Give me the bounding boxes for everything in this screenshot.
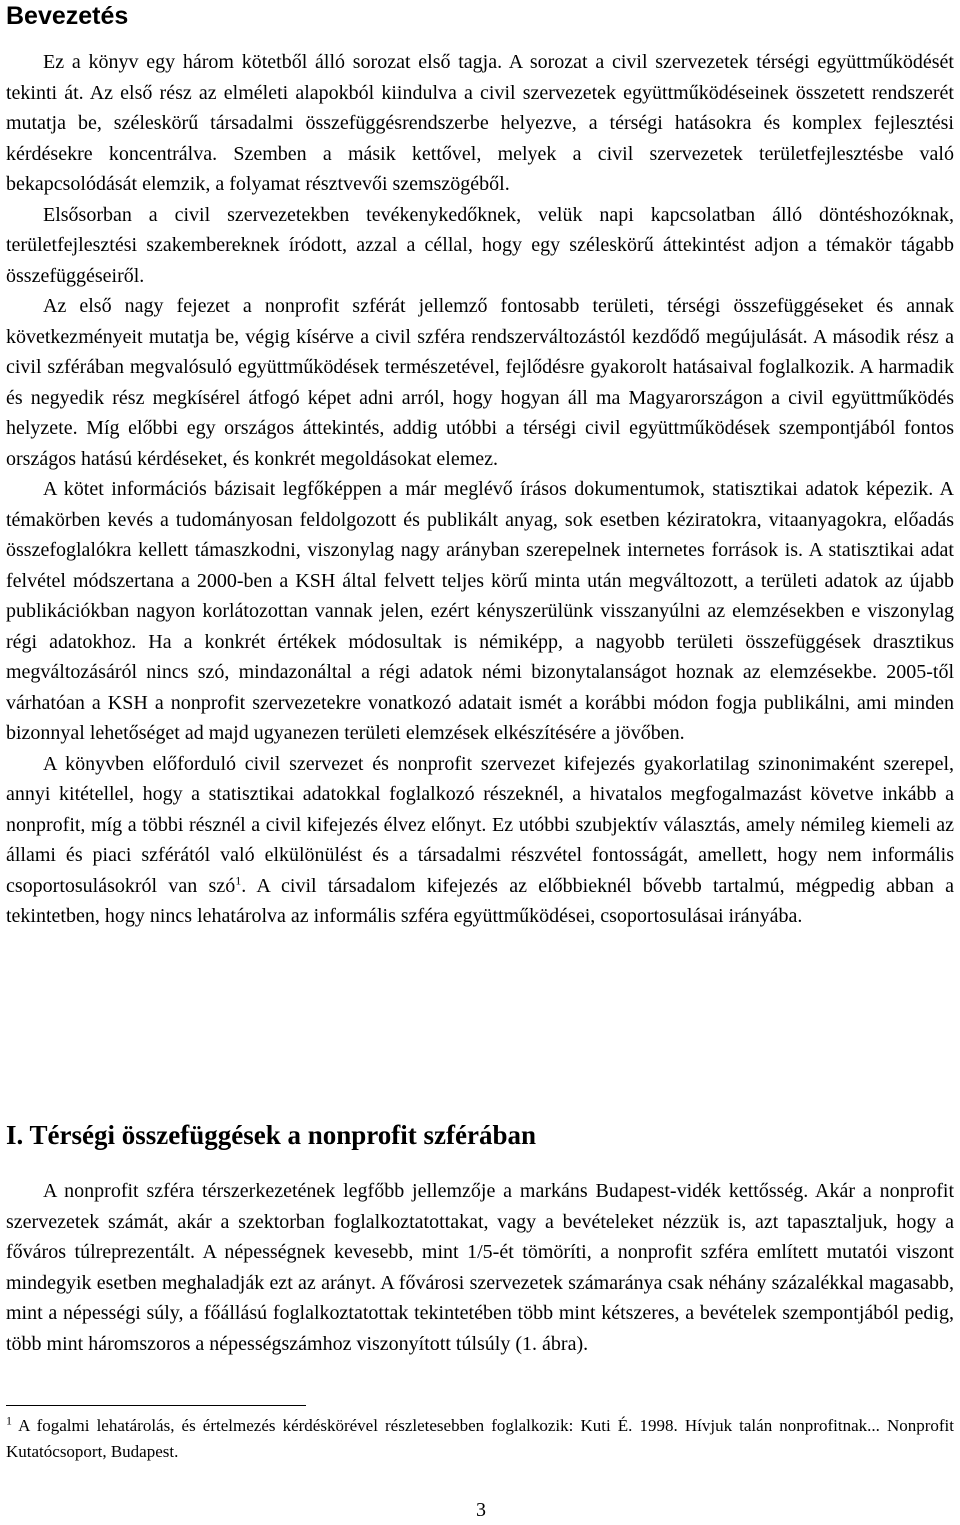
- section-body: [6, 1176, 954, 1359]
- intro-paragraph-2: Elsősorban a civil szervezetekben tevékenykedőknek, velük napi kapcsolatban álló döntéshozóknak, területfejlesztési szakembereknek íródott, azzal a céllal, hogy egy széleskörű áttekintést adjon a témakör tágabb összefüggéseiről.: [6, 203, 954, 287]
- section-title: I. Térségi összefüggések a nonprofit szférában: [6, 1120, 536, 1150]
- section-paragraph: A nonprofit szféra térszerkezetének legfőbb jellemzője a markáns Budapest-vidék kettősség. Akár a nonprofit szervezetek számát, akár a szektorban foglalkoztatottakat, vagy a bevételeket nézzük is, azt tapasztaljuk, hogy a főváros túlreprezentált. A népességnek kevesebb, mint 1/5-ét tömöríti, a nonprofit szféra említett mutatói viszont mindegyik esetben meghaladják ezt az arányt. A fővárosi szervezetek számaránya csak néhány százalékkal magasabb, mint a népességi súly, a főállású foglalkoztatottak tekintetében több mint kétszeres, a bevételek szempontjából pedig, több mint háromszoros a népességszámhoz viszonyított túlsúly (1. ábra).: [6, 1180, 954, 1355]
- footnote-number: 1: [6, 1413, 12, 1428]
- intro-paragraph-5-text-a: A könyvben előforduló civil szervezet és nonprofit szervezet kifejezés gyakorlatilag szinonimaként szerepel, annyi kitétellel, hogy a statisztikai adatokkal foglalkozó részeknél, a hivatalos megfogalmazást követve inkább a nonprofit, míg a többi résznél a civil kifejezés élvez előnyt. Ez utóbbi szubjektív választás, amely némileg kiemeli az állami és piaci szférától való elkülönülést és a társadalmi részvétel fontosságát, amellett, hogy nem informális csoportosulásokról van szó: [6, 752, 954, 897]
- intro-paragraph-5: [6, 749, 954, 932]
- intro-paragraph-1: Ez a könyv egy három kötetből álló sorozat első tagja. A sorozat a civil szervezetek térségi együttműködését tekinti át. Az első rész az elméleti alapokból kiindulva a civil szervezetek együttműködéseinek összetett rendszerét mutatja be, széleskörű társadalmi összefüggésrendszerbe helyezve, a térségi hatásokra és komplex fejlesztési kérdésekre koncentrálva. Szemben a másik kettővel, melyek a civil szervezetek területfejlesztésbe való bekapcsolódását elemzik, a folyamat résztvevői szemszögéből.: [6, 51, 954, 195]
- footnote: [6, 1413, 954, 1465]
- intro-paragraph-4: A kötet információs bázisait legfőképpen a már meglévő írásos dokumentumok, statisztikai adatok képezik. A témakörben kevés a tudományosan feldolgozott és publikált anyag, sok esetben kéziratokra, vitaanyagokra, előadás összefoglalókra kellett támaszkodni, viszonylag nagy arányban szerepelnek internetes források is. A statisztikai adat felvétel módszertana a 2000-ben a KSH által felvett teljes körű minta után megváltozott, a területi adatok az újabb publikációkban nagyon korlátozottan vannak jelen, ezért kényszerülünk visszanyúlni az elemzésekben e viszonylag régi adatokhoz. Ha a konkrét értékek módosultak is némiképp, a nagyobb területi összefüggések drasztikus megváltozásáról nincs szó, mindazonáltal a régi adatok némi bizonytalanságot hoznak az elemzésekbe. 2005-től várhatóan a KSH a nonprofit szervezetekre vonatkozó adatait ismét a korábbi módon fogja publikálni, ami minden bizonnyal lehetőséget ad majd ugyanezen területi elemzések elkészítésére a jövőben.: [6, 478, 954, 744]
- footnote-text: A fogalmi lehatárolás, és értelmezés kérdéskörével részletesebben foglalkozik: Kuti É. 1998. Hívjuk talán nonprofitnak... Nonprofit Kutatócsoport, Budapest.: [6, 1416, 955, 1461]
- intro-paragraph-5-text-b: . A civil társadalom kifejezés az előbbieknél bővebb tartalmú, mégpedig abban a tekintetben, hogy nincs lehatárolva az informális szféra együttműködései, csoportosulásai irányába.: [6, 874, 954, 927]
- footnote-separator: [6, 1405, 306, 1406]
- page-number: 3: [476, 1499, 486, 1521]
- chapter-title: Bevezetés: [6, 2, 129, 30]
- footnote-reference[interactable]: 1: [235, 872, 242, 887]
- intro-section: [6, 47, 954, 932]
- intro-paragraph-3: Az első nagy fejezet a nonprofit szférát jellemző fontosabb területi, térségi összefüggéseket és annak következményeit mutatja be, végig kísérve a civil szféra rendszerváltozástól kezdődő megújulását. A második rész a civil szférában megvalósuló együttműködések természetével, fejlődésre gyakorolt hatásaival foglalkozik. A harmadik és negyedik rész megkísérel átfogó képet adni arról, hogy hogyan áll ma Magyarországon a civil együttműködés helyzete. Míg előbbi egy országos áttekintés, addig utóbbi a térségi civil együttműködések szempontjából fontos országos hatású kérdéseket, és konkrét megoldásokat elemez.: [6, 295, 954, 470]
